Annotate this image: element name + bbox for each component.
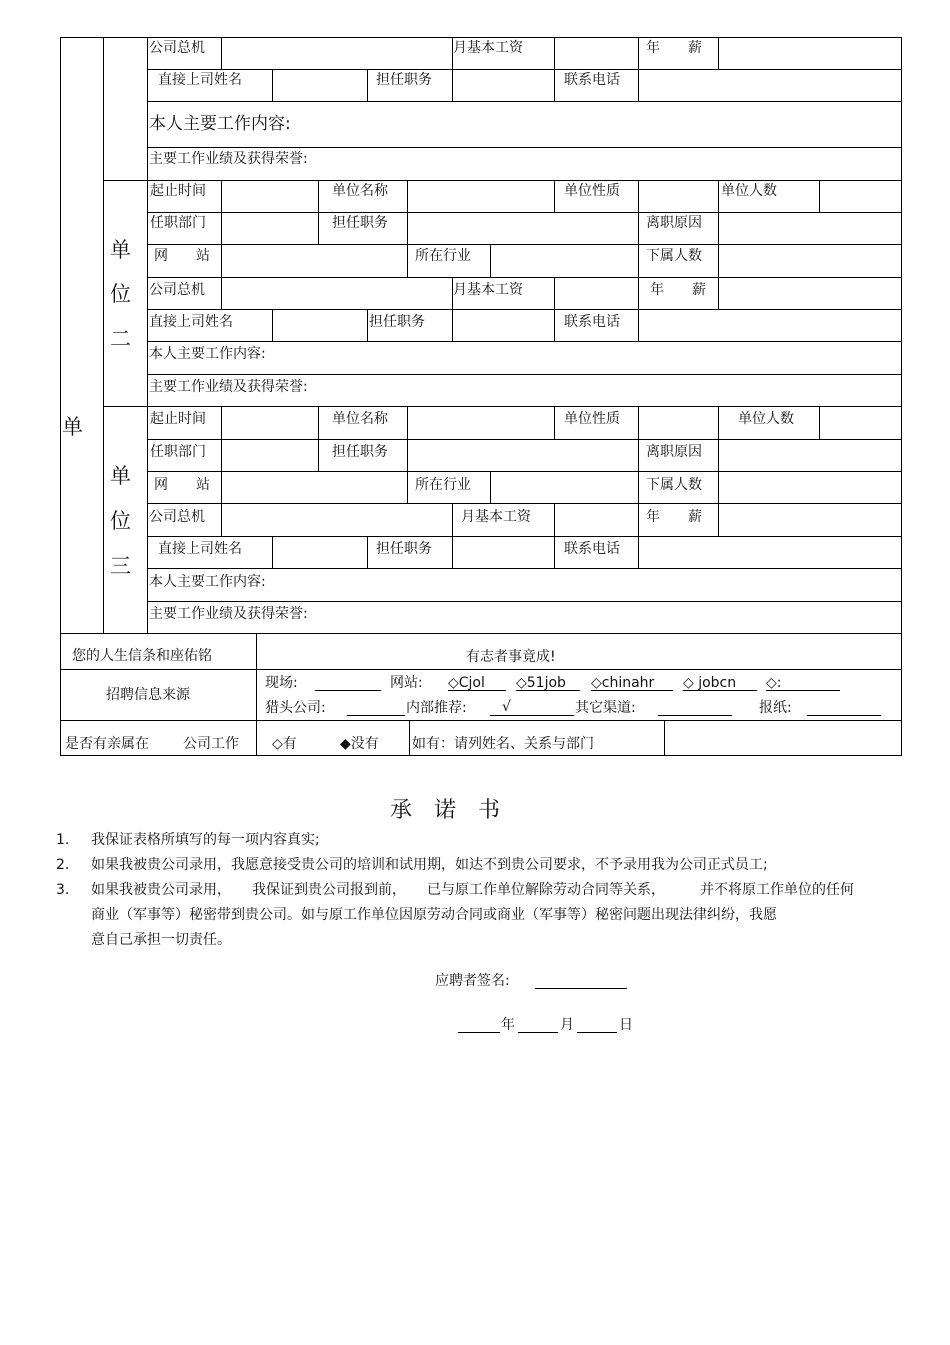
subordinates-field[interactable]	[719, 245, 901, 277]
position-held-field[interactable]	[453, 310, 553, 341]
month-label: 月	[560, 1017, 574, 1033]
relatives-label: 是否有亲属在	[65, 736, 149, 752]
position-held-field[interactable]	[408, 213, 637, 244]
department-label: 任职部门	[150, 444, 206, 460]
signature-label: 应聘者签名:	[435, 973, 510, 989]
industry-field[interactable]	[491, 472, 637, 503]
headhunter-label: 猎头公司:	[265, 700, 326, 716]
company-nature-field[interactable]	[639, 181, 717, 212]
pledge-item-text: 如果我被贵公司录用，我愿意接受贵公司的培训和试用期，如达不到贵公司要求，不予录用我为公司正式员工;	[91, 857, 768, 873]
month-blank[interactable]	[518, 1032, 558, 1033]
leave-reason-label: 离职原因	[646, 444, 702, 460]
industry-label: 所在行业	[415, 477, 471, 493]
company-size-label: 单位人数	[738, 411, 794, 427]
company-name-label: 单位名称	[332, 411, 388, 427]
supervisor-name-label: 直接上司姓名	[158, 541, 242, 557]
onsite-label: 现场:	[265, 675, 298, 691]
monthly-salary-label: 月基本工资	[453, 282, 523, 298]
newspaper-blank[interactable]	[807, 715, 881, 716]
achievements-label: 主要工作业绩及获得荣誉:	[149, 606, 308, 622]
website-label: 网 站	[154, 248, 210, 264]
motto-label: 您的人生信条和座佑铭	[72, 648, 212, 664]
pledge-item-text: 如果我被贵公司录用， 我保证到贵公司报到前， 已与原工作单位解除劳动合同等关系， 并不将原工作单位的任何	[91, 882, 854, 898]
company-size-label: 单位人数	[721, 183, 777, 199]
period-label: 起止时间	[150, 183, 206, 199]
source-option-chinahr[interactable]: ◇chinahr	[591, 675, 655, 691]
company-name-field[interactable]	[408, 407, 553, 439]
company-nature-label: 单位性质	[564, 183, 620, 199]
pledge-item-text: 我保证表格所填写的每一项内容真实;	[91, 832, 320, 848]
annual-salary-field[interactable]	[719, 504, 901, 536]
website-label: 网 站	[154, 477, 210, 493]
department-label: 任职部门	[150, 215, 206, 231]
position-held-field[interactable]	[408, 440, 637, 471]
pledge-item-text: 意自己承担一切责任。	[91, 932, 231, 948]
company-name-field[interactable]	[408, 181, 553, 212]
position-held-field[interactable]	[453, 70, 553, 101]
pledge-item-number: 1.	[56, 832, 70, 848]
annual-salary-label: 年 薪	[650, 282, 706, 298]
section-side-label: 单	[62, 415, 83, 439]
unit3-label-char: 位	[110, 509, 131, 533]
source-option-cjol[interactable]: ◇Cjol	[448, 675, 485, 691]
newspaper-label: 报纸:	[759, 700, 792, 716]
referral-blank[interactable]	[490, 715, 574, 716]
department-field[interactable]	[222, 440, 317, 471]
supervisor-name-label: 直接上司姓名	[158, 72, 242, 88]
monthly-salary-label: 月基本工资	[461, 509, 531, 525]
year-label: 年	[501, 1017, 515, 1033]
position-held-label: 担任职务	[376, 541, 432, 557]
unit2-label-char: 二	[110, 327, 131, 351]
supervisor-name-field[interactable]	[273, 537, 366, 568]
monthly-salary-field[interactable]	[555, 38, 637, 69]
annual-salary-field[interactable]	[719, 278, 901, 309]
company-phone-label: 公司总机	[149, 40, 205, 56]
unit2-label-char: 位	[110, 282, 131, 306]
period-field[interactable]	[222, 407, 317, 439]
position-held-field[interactable]	[453, 537, 553, 568]
pledge-item-number: 3.	[56, 882, 70, 898]
source-label: 招聘信息来源	[106, 687, 190, 703]
main-work-label: 本人主要工作内容:	[149, 114, 291, 134]
leave-reason-field[interactable]	[719, 440, 901, 471]
annual-salary-field[interactable]	[719, 38, 901, 69]
unit3-label-char: 单	[110, 464, 131, 488]
industry-field[interactable]	[491, 245, 637, 277]
signature-blank[interactable]	[535, 988, 627, 989]
supervisor-name-field[interactable]	[273, 310, 366, 341]
relatives-detail-field[interactable]	[665, 721, 901, 755]
annual-salary-label: 年 薪	[646, 509, 702, 525]
position-held-label: 担任职务	[369, 314, 425, 330]
source-option-jobcn[interactable]: ◇ jobcn	[683, 675, 737, 691]
company-phone-field[interactable]	[222, 38, 451, 69]
onsite-blank[interactable]	[315, 690, 381, 691]
pledge-item-number: 2.	[56, 857, 70, 873]
pledge-item-text: 商业（军事等）秘密带到贵公司。如与原工作单位因原劳动合同或商业（军事等）秘密问题出现法律纠纷，我愿	[91, 907, 777, 923]
other-channel-label: 其它渠道:	[575, 700, 636, 716]
subordinates-label: 下属人数	[646, 248, 702, 264]
leave-reason-field[interactable]	[719, 213, 901, 244]
headhunter-blank[interactable]	[347, 715, 405, 716]
period-field[interactable]	[222, 181, 317, 212]
pledge-title: 承 诺 书	[390, 798, 501, 823]
subordinates-field[interactable]	[719, 472, 901, 503]
motto-value[interactable]: 有志者事竟成!	[466, 649, 556, 665]
company-phone-label: 公司总机	[149, 282, 205, 298]
subordinates-label: 下属人数	[646, 477, 702, 493]
position-held-label: 担任职务	[332, 215, 388, 231]
company-phone-label: 公司总机	[149, 509, 205, 525]
website-source-label: 网站:	[390, 675, 423, 691]
referral-check-mark: √	[502, 699, 511, 715]
monthly-salary-field[interactable]	[555, 504, 637, 536]
year-blank[interactable]	[458, 1032, 500, 1033]
referral-label: 内部推荐:	[406, 700, 467, 716]
unit3-label-char: 三	[110, 554, 131, 578]
relatives-option-no[interactable]: ◆没有	[340, 736, 379, 752]
relatives-note: 如有：请列姓名、关系与部门	[412, 736, 594, 752]
supervisor-name-label: 直接上司姓名	[149, 314, 233, 330]
position-held-label: 担任职务	[376, 72, 432, 88]
relatives-option-yes[interactable]: ◇有	[272, 736, 297, 752]
company-nature-label: 单位性质	[564, 411, 620, 427]
annual-salary-label: 年 薪	[646, 40, 702, 56]
industry-label: 所在行业	[415, 248, 471, 264]
contact-phone-label: 联系电话	[564, 541, 620, 557]
website-field[interactable]	[222, 245, 406, 277]
company-name-label: 单位名称	[332, 183, 388, 199]
company-phone-field[interactable]	[222, 278, 451, 309]
day-label: 日	[619, 1017, 633, 1033]
main-work-label: 本人主要工作内容:	[149, 346, 266, 362]
contact-phone-field[interactable]	[639, 70, 901, 101]
department-field[interactable]	[222, 213, 317, 244]
company-size-field[interactable]	[820, 407, 901, 439]
position-held-label: 担任职务	[332, 444, 388, 460]
monthly-salary-label: 月基本工资	[453, 40, 523, 56]
main-work-label: 本人主要工作内容:	[149, 574, 266, 590]
relatives-label-suffix: 公司工作	[183, 736, 239, 752]
website-field[interactable]	[222, 472, 406, 503]
contact-phone-label: 联系电话	[564, 314, 620, 330]
day-blank[interactable]	[577, 1032, 617, 1033]
achievements-label: 主要工作业绩及获得荣誉:	[149, 379, 308, 395]
period-label: 起止时间	[150, 411, 206, 427]
contact-phone-field[interactable]	[639, 537, 901, 568]
other-channel-blank[interactable]	[658, 715, 732, 716]
contact-phone-label: 联系电话	[564, 72, 620, 88]
company-phone-field[interactable]	[222, 504, 451, 536]
achievements-label: 主要工作业绩及获得荣誉:	[149, 151, 308, 167]
company-size-field[interactable]	[820, 181, 901, 212]
source-option-other[interactable]: ◇:	[766, 675, 782, 691]
unit2-label-char: 单	[110, 238, 131, 262]
leave-reason-label: 离职原因	[646, 215, 702, 231]
monthly-salary-field[interactable]	[555, 278, 637, 309]
company-nature-field[interactable]	[639, 407, 717, 439]
source-option-51job[interactable]: ◇51job	[516, 675, 566, 691]
supervisor-name-field[interactable]	[273, 70, 366, 101]
contact-phone-field[interactable]	[639, 310, 901, 341]
